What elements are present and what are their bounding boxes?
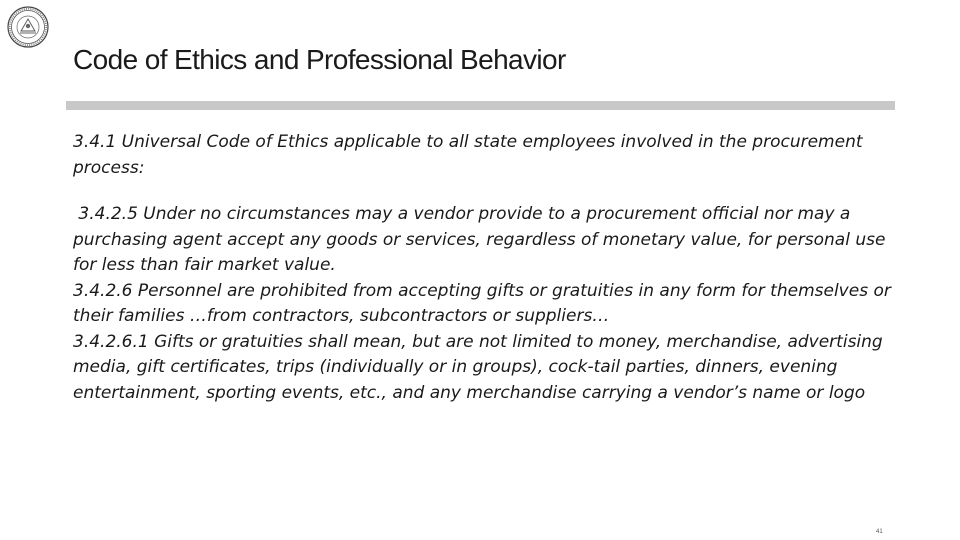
- paragraph-3-4-2-5: 3.4.2.5 Under no circumstances may a vendor provide to a procurement official nor may a purchasing agent accept any goods or services, regardless of monetary value, for personal use for less than fair market value.: [73, 204, 891, 275]
- page-number: 41: [876, 529, 883, 535]
- paragraph-3-4-2-6: 3.4.2.6 Personnel are prohibited from accepting gifts or gratuities in any form for themselves or their families …from contractors, subcontractors or suppliers…: [73, 280, 891, 326]
- page-title: Code of Ethics and Professional Behavior: [73, 44, 566, 75]
- state-seal-icon: [7, 6, 49, 48]
- body-text: [73, 130, 903, 406]
- title-divider: [66, 101, 895, 110]
- paragraph-3-4-2-6-1: 3.4.2.6.1 Gifts or gratuities shall mean, but are not limited to money, merchandise, advertising media, gift certificates, trips (individually or in groups), cock-tail parties, dinners, evening entertainment, sporting events, etc., and any merchandise carrying a vendor’s name or logo: [73, 331, 883, 403]
- paragraph-code-of-ethics: 3.4.1 Universal Code of Ethics applicable to all state employees involved in the procurement process:: [73, 132, 863, 178]
